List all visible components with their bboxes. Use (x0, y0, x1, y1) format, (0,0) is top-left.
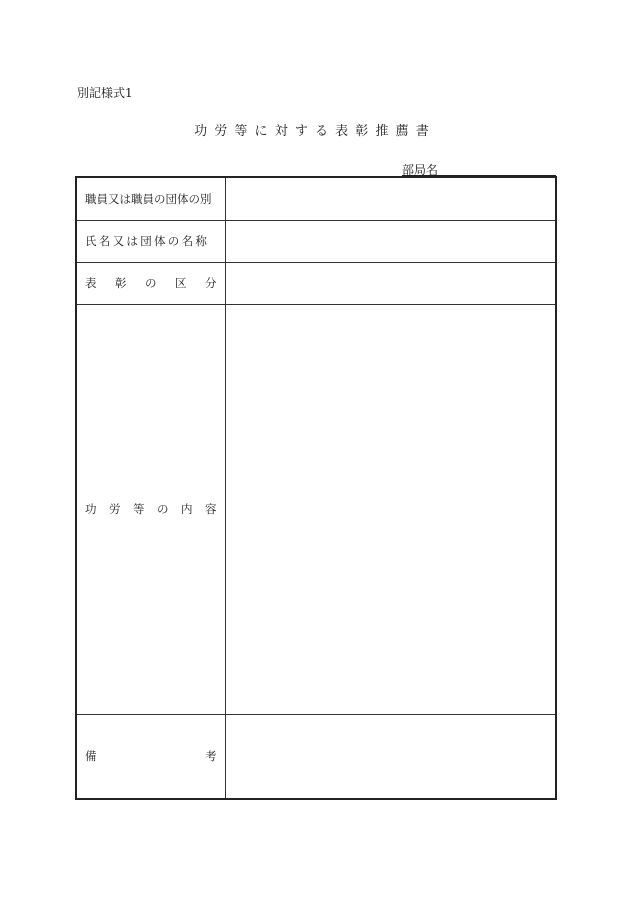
row-label-merit-details (76, 304, 225, 714)
label-char: の (157, 502, 169, 516)
award-category-field[interactable] (225, 262, 556, 304)
row-label-text (85, 275, 217, 291)
label-char: 備 (85, 749, 97, 764)
table-row (76, 304, 556, 714)
label-char: の (145, 276, 157, 290)
row-label-text (85, 501, 217, 517)
label-char: 等 (133, 502, 145, 516)
document-title: 功労等に対する表彰推薦書 (194, 124, 436, 139)
row-label-text (85, 748, 217, 764)
recommendation-form-table (75, 176, 557, 800)
merit-details-field[interactable] (225, 304, 556, 714)
remarks-field[interactable] (225, 714, 556, 799)
table-row (76, 220, 556, 262)
row-label-award-category (76, 262, 225, 304)
table-row (76, 262, 556, 304)
label-char: 分 (205, 276, 217, 290)
row-label-remarks (76, 714, 225, 799)
row-label-text: 氏名又は団体の名称 (85, 234, 210, 248)
table-row (76, 177, 556, 220)
label-char: 労 (109, 502, 121, 516)
table-row (76, 714, 556, 799)
label-char: 考 (205, 749, 217, 764)
label-char: 内 (181, 502, 193, 516)
department-label: 部局名 (402, 163, 439, 177)
department-field[interactable] (402, 159, 556, 176)
affiliation-type-field[interactable] (225, 177, 556, 220)
row-label-text: 職員又は職員の団体の別 (85, 191, 212, 206)
label-char: 区 (175, 276, 187, 290)
label-char: 功 (85, 502, 97, 516)
label-char: 表 (85, 276, 97, 290)
name-field[interactable] (225, 220, 556, 262)
form-number: 別記様式1 (77, 86, 133, 100)
label-char: 容 (205, 502, 217, 516)
row-label-name (76, 220, 225, 262)
row-label-affiliation-type (76, 177, 225, 220)
label-char: 彰 (115, 276, 127, 290)
